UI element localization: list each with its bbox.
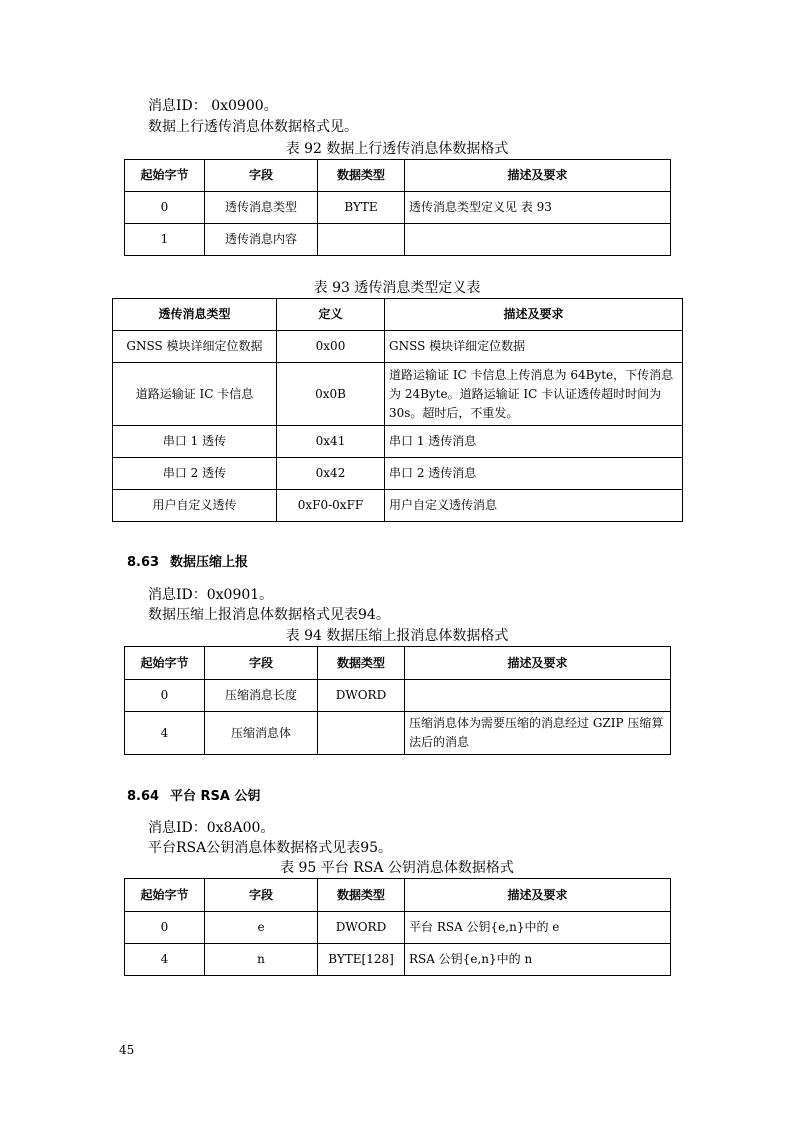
table-row [125, 944, 671, 976]
table-row [113, 331, 683, 363]
table-93 [112, 298, 683, 522]
table-cell: e [205, 912, 318, 944]
table-cell: 道路运输证 IC 卡信息 [113, 363, 277, 426]
header-cell-field: 字段 [205, 160, 318, 192]
table-cell: 透传消息类型定义见 表 93 [405, 192, 671, 224]
header-cell-field: 字段 [205, 879, 318, 912]
message-id-line: 消息ID： 0x0900。 [148, 98, 278, 114]
header-cell-description: 描述及要求 [405, 879, 671, 912]
table-cell: 0xF0-0xFF [277, 490, 385, 522]
table-cell: 0 [125, 912, 205, 944]
table-cell: 串口 1 透传 [113, 426, 277, 458]
header-cell-description: 描述及要求 [385, 299, 683, 331]
table-92 [124, 159, 671, 256]
table-cell: 用户自定义透传 [113, 490, 277, 522]
table-cell: 透传消息内容 [205, 224, 318, 256]
table-cell: 0x0B [277, 363, 385, 426]
table-row [113, 490, 683, 522]
table-cell: BYTE [318, 192, 405, 224]
header-cell-definition: 定义 [277, 299, 385, 331]
page-number: 45 [119, 1043, 135, 1057]
section-number: 8.64 [127, 789, 160, 804]
table-header-row [113, 299, 683, 331]
table-cell: RSA 公钥{e,n}中的 n [405, 944, 671, 976]
section-number: 8.63 [127, 555, 160, 570]
table-row [125, 912, 671, 944]
table-cell: 0 [125, 192, 205, 224]
table-cell: 用户自定义透传消息 [385, 490, 683, 522]
table-cell: 串口 2 透传 [113, 458, 277, 490]
message-id-line: 消息ID：0x8A00。 [148, 820, 275, 836]
table-cell: DWORD [318, 912, 405, 944]
table-header-row [125, 160, 671, 192]
header-cell-data-type: 数据类型 [318, 879, 405, 912]
header-cell-start-byte: 起始字节 [125, 647, 205, 680]
header-cell-field: 字段 [205, 647, 318, 680]
format-reference-line: 数据上行透传消息体数据格式见。 [148, 119, 358, 135]
table-cell: 透传消息类型 [205, 192, 318, 224]
header-cell-description: 描述及要求 [405, 160, 671, 192]
table-cell: GNSS 模块详细定位数据 [113, 331, 277, 363]
table-cell [405, 224, 671, 256]
table-header-row [125, 879, 671, 912]
table-cell: BYTE[128] [318, 944, 405, 976]
table-94 [124, 646, 671, 755]
table-94-caption: 表 94 数据压缩上报消息体数据格式 [285, 628, 509, 644]
table-row [113, 458, 683, 490]
table-93-caption: 表 93 透传消息类型定义表 [313, 280, 481, 296]
table-cell: 平台 RSA 公钥{e,n}中的 e [405, 912, 671, 944]
header-cell-data-type: 数据类型 [318, 647, 405, 680]
table-row [125, 192, 671, 224]
section-title: 平台 RSA 公钥 [170, 789, 261, 804]
table-cell: 4 [125, 944, 205, 976]
table-cell: 压缩消息体为需要压缩的消息经过 GZIP 压缩算法后的消息 [405, 712, 671, 755]
table-95-caption: 表 95 平台 RSA 公钥消息体数据格式 [280, 860, 514, 876]
section-title: 数据压缩上报 [170, 555, 249, 570]
format-reference-line: 平台RSA公钥消息体数据格式见表95。 [148, 840, 393, 856]
table-cell: 1 [125, 224, 205, 256]
table-cell: 串口 1 透传消息 [385, 426, 683, 458]
table-cell [318, 712, 405, 755]
table-92-caption: 表 92 数据上行透传消息体数据格式 [285, 141, 509, 157]
table-cell: 0x00 [277, 331, 385, 363]
table-row [113, 363, 683, 426]
table-cell: 0x42 [277, 458, 385, 490]
table-cell: 串口 2 透传消息 [385, 458, 683, 490]
table-95 [124, 878, 671, 976]
table-row [125, 712, 671, 755]
header-cell-passthrough-type: 透传消息类型 [113, 299, 277, 331]
section-heading-8-63 [127, 553, 248, 573]
header-cell-start-byte: 起始字节 [125, 879, 205, 912]
table-cell: 道路运输证 IC 卡信息上传消息为 64Byte，下传消息为 24Byte。道路运输证 IC 卡认证透传超时时间为 30s。超时后，不重发。 [385, 363, 683, 426]
table-cell: 4 [125, 712, 205, 755]
table-cell: DWORD [318, 680, 405, 712]
table-row [113, 426, 683, 458]
message-id-line: 消息ID：0x0901。 [148, 587, 274, 603]
table-cell: 压缩消息体 [205, 712, 318, 755]
table-cell: 0 [125, 680, 205, 712]
table-cell: 压缩消息长度 [205, 680, 318, 712]
table-cell: 0x41 [277, 426, 385, 458]
table-cell: GNSS 模块详细定位数据 [385, 331, 683, 363]
format-reference-line: 数据压缩上报消息体数据格式见表94。 [148, 607, 390, 623]
table-cell: n [205, 944, 318, 976]
header-cell-description: 描述及要求 [405, 647, 671, 680]
section-heading-8-64 [127, 787, 261, 807]
header-cell-start-byte: 起始字节 [125, 160, 205, 192]
table-cell [405, 680, 671, 712]
table-cell [318, 224, 405, 256]
table-header-row [125, 647, 671, 680]
table-row [125, 224, 671, 256]
header-cell-data-type: 数据类型 [318, 160, 405, 192]
table-row [125, 680, 671, 712]
